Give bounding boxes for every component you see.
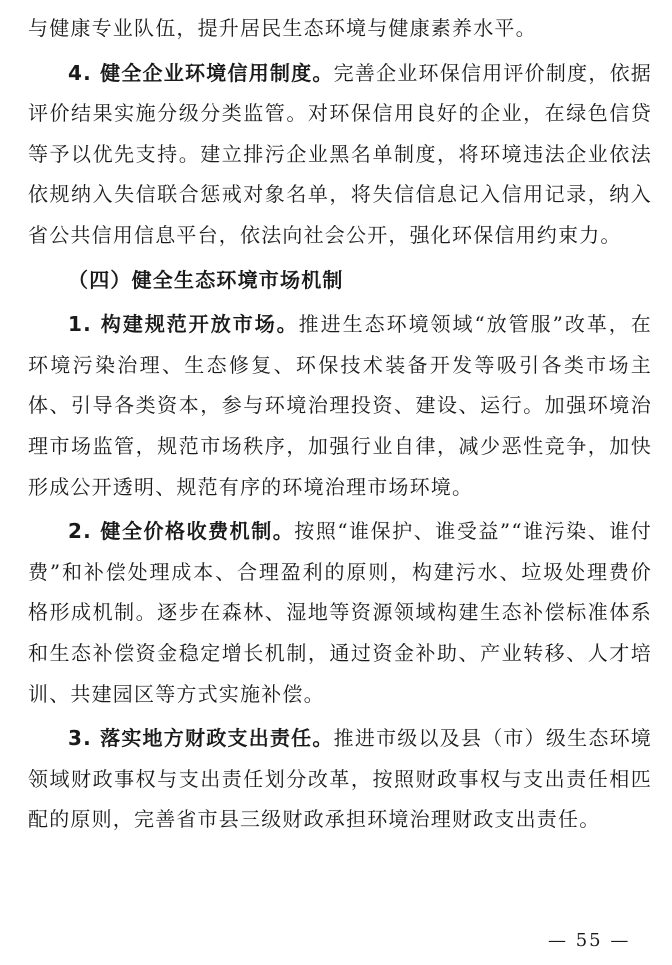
- paragraph-item-1: [28, 304, 652, 507]
- item-2-title: 2. 健全价格收费机制。: [68, 519, 295, 544]
- item-1-body: 推进生态环境领域“放管服”改革，在环境污染治理、生态修复、环保技术装备开发等吸引各类市场主体、引导各类资本，参与环境治理投资、建设、运行。加强环境治理市场监管，规范市场秩序，加强行业自律，减少恶性竞争，加快形成公开透明、规范有序的环境治理市场环境。: [28, 312, 652, 499]
- page-number: — 55 —: [548, 930, 631, 951]
- item-4-body: 完善企业环保信用评价制度，依据评价结果实施分级分类监管。对环保信用良好的企业，在绿色信贷等予以优先支持。建立排污企业黑名单制度，将环境违法企业依法依规纳入失信联合惩戒对象名单，将失信信息记入信用记录，纳入省公共信用信息平台，依法向社会公开，强化环保信用约束力。: [28, 60, 652, 247]
- lead-fragment-text: 与健康专业队伍，提升居民生态环境与健康素养水平。: [28, 16, 537, 40]
- item-3-body: 推进市级以及县（市）级生态环境领域财政事权与支出责任划分改革，按照财政事权与支出责任相匹配的原则，完善省市县三级财政承担环境治理财政支出责任。: [28, 726, 652, 832]
- item-3-title: 3. 落实地方财政支出责任。: [68, 726, 334, 751]
- document-page: [28, 0, 652, 840]
- item-1-title: 1. 构建规范开放市场。: [68, 312, 299, 337]
- paragraph-item-3: [28, 718, 652, 840]
- paragraph-lead-fragment: [28, 8, 652, 49]
- section-4-heading: （四）健全生态环境市场机制: [68, 267, 344, 292]
- item-4-title: 4. 健全企业环境信用制度。: [68, 60, 334, 85]
- item-2-body: 按照“谁保护、谁受益”“谁污染、谁付费”和补偿处理成本、合理盈利的原则，构建污水、垃圾处理费价格形成机制。逐步在森林、湿地等资源领域构建生态补偿标准体系和生态补偿资金稳定增长机制，通过资金补助、产业转移、人才培训、共建园区等方式实施补偿。: [28, 519, 652, 706]
- paragraph-item-2: [28, 511, 652, 714]
- paragraph-item-4: [28, 53, 652, 256]
